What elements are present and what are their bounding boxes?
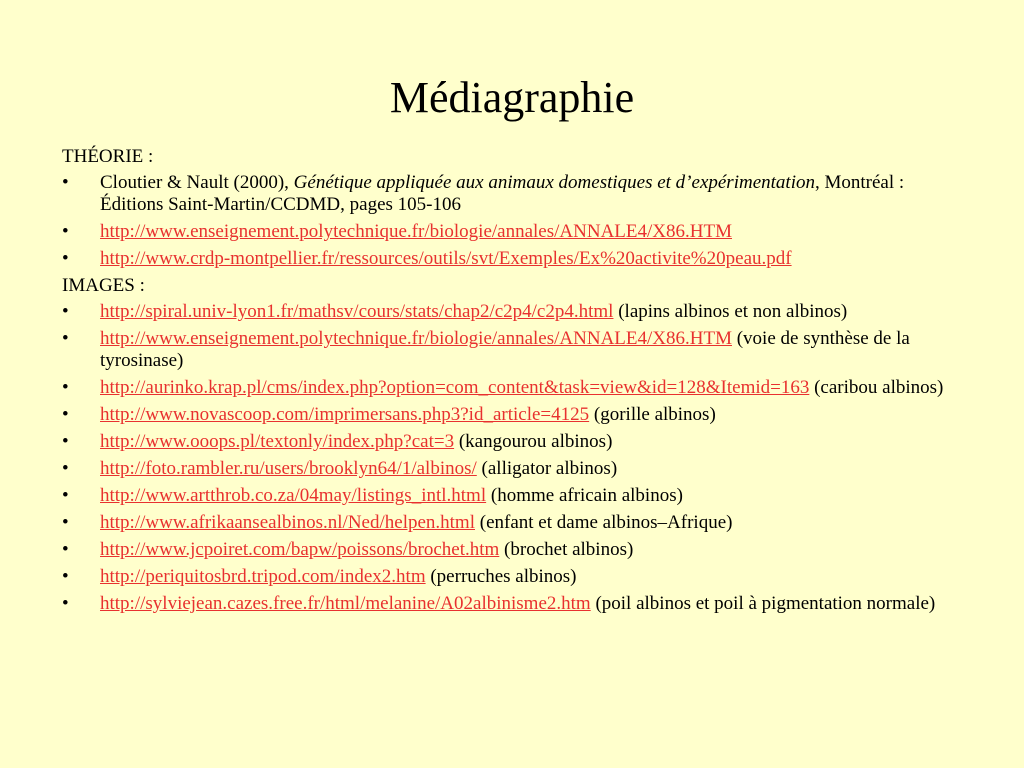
image-link[interactable]: http://www.artthrob.co.za/04may/listings_intl.html: [100, 485, 487, 506]
image-link[interactable]: http://aurinko.krap.pl/cms/index.php?option=com_content&task=view&id=128&Itemid=163: [100, 377, 810, 398]
list-item: [62, 539, 962, 561]
bullet-icon: •: [62, 172, 69, 193]
theory-heading: THÉORIE :: [62, 146, 154, 167]
theory-list: [62, 172, 962, 270]
citation-publisher: , Montréal : Éditions Saint-Martin/CCDMD, pages 105-106: [100, 172, 905, 215]
list-item: [62, 404, 962, 426]
list-item: [62, 431, 962, 453]
list-item: [62, 221, 962, 243]
list-item: [62, 458, 962, 480]
bullet-icon: •: [62, 485, 69, 506]
bullet-icon: •: [62, 539, 69, 560]
image-link[interactable]: http://www.ooops.pl/textonly/index.php?cat=3: [100, 431, 455, 452]
bullet-icon: •: [62, 431, 69, 452]
image-description: (lapins albinos et non albinos): [613, 301, 848, 322]
image-description: (enfant et dame albinos–Afrique): [475, 512, 733, 533]
list-item: [62, 485, 962, 507]
bullet-icon: •: [62, 404, 69, 425]
list-item: [62, 248, 962, 270]
image-description: (gorille albinos): [589, 404, 716, 425]
bullet-icon: •: [62, 301, 69, 322]
image-description: (caribou albinos): [809, 377, 944, 398]
image-link[interactable]: http://sylviejean.cazes.free.fr/html/melanine/A02albinisme2.htm: [100, 593, 591, 614]
bullet-icon: •: [62, 248, 69, 269]
citation-authors: Cloutier & Nault (2000),: [100, 172, 294, 193]
image-description: (homme africain albinos): [486, 485, 683, 506]
image-link[interactable]: http://www.jcpoiret.com/bapw/poissons/brochet.htm: [100, 539, 500, 560]
list-item: [62, 377, 962, 399]
image-link[interactable]: http://spiral.univ-lyon1.fr/mathsv/cours/stats/chap2/c2p4/c2p4.html: [100, 301, 614, 322]
bullet-icon: •: [62, 377, 69, 398]
image-link[interactable]: http://www.enseignement.polytechnique.fr/biologie/annales/ANNALE4/X86.HTM: [100, 328, 732, 349]
theory-link[interactable]: http://www.crdp-montpellier.fr/ressources/outils/svt/Exemples/Ex%20activite%20peau.pdf: [100, 248, 792, 269]
theory-link[interactable]: http://www.enseignement.polytechnique.fr/biologie/annales/ANNALE4/X86.HTM: [100, 221, 732, 242]
image-description: (perruches albinos): [425, 566, 577, 587]
image-link[interactable]: http://www.novascoop.com/imprimersans.php3?id_article=4125: [100, 404, 590, 425]
images-list: [62, 301, 962, 615]
image-link[interactable]: http://foto.rambler.ru/users/brooklyn64/1/albinos/: [100, 458, 477, 479]
image-link[interactable]: http://periquitosbrd.tripod.com/index2.htm: [100, 566, 426, 587]
bullet-icon: •: [62, 458, 69, 479]
image-description: (voie de synthèse de la tyrosinase): [100, 328, 910, 371]
bullet-icon: •: [62, 221, 69, 242]
list-item: [62, 172, 962, 216]
slide-title: Médiagraphie: [389, 73, 635, 122]
bullet-icon: •: [62, 512, 69, 533]
list-item: [62, 593, 962, 615]
bullet-icon: •: [62, 593, 69, 614]
list-item: [62, 512, 962, 534]
image-description: (poil albinos et poil à pigmentation normale): [590, 593, 936, 614]
slide-content: [62, 146, 962, 620]
bullet-icon: •: [62, 328, 69, 349]
images-heading: IMAGES :: [62, 275, 145, 296]
image-link[interactable]: http://www.afrikaansealbinos.nl/Ned/helpen.html: [100, 512, 475, 533]
list-item: [62, 328, 962, 372]
image-description: (kangourou albinos): [454, 431, 613, 452]
image-description: (alligator albinos): [476, 458, 618, 479]
citation-title: Génétique appliquée aux animaux domestiques et d’expérimentation: [293, 172, 815, 193]
list-item: [62, 566, 962, 588]
list-item: [62, 301, 962, 323]
image-description: (brochet albinos): [499, 539, 634, 560]
bullet-icon: •: [62, 566, 69, 587]
